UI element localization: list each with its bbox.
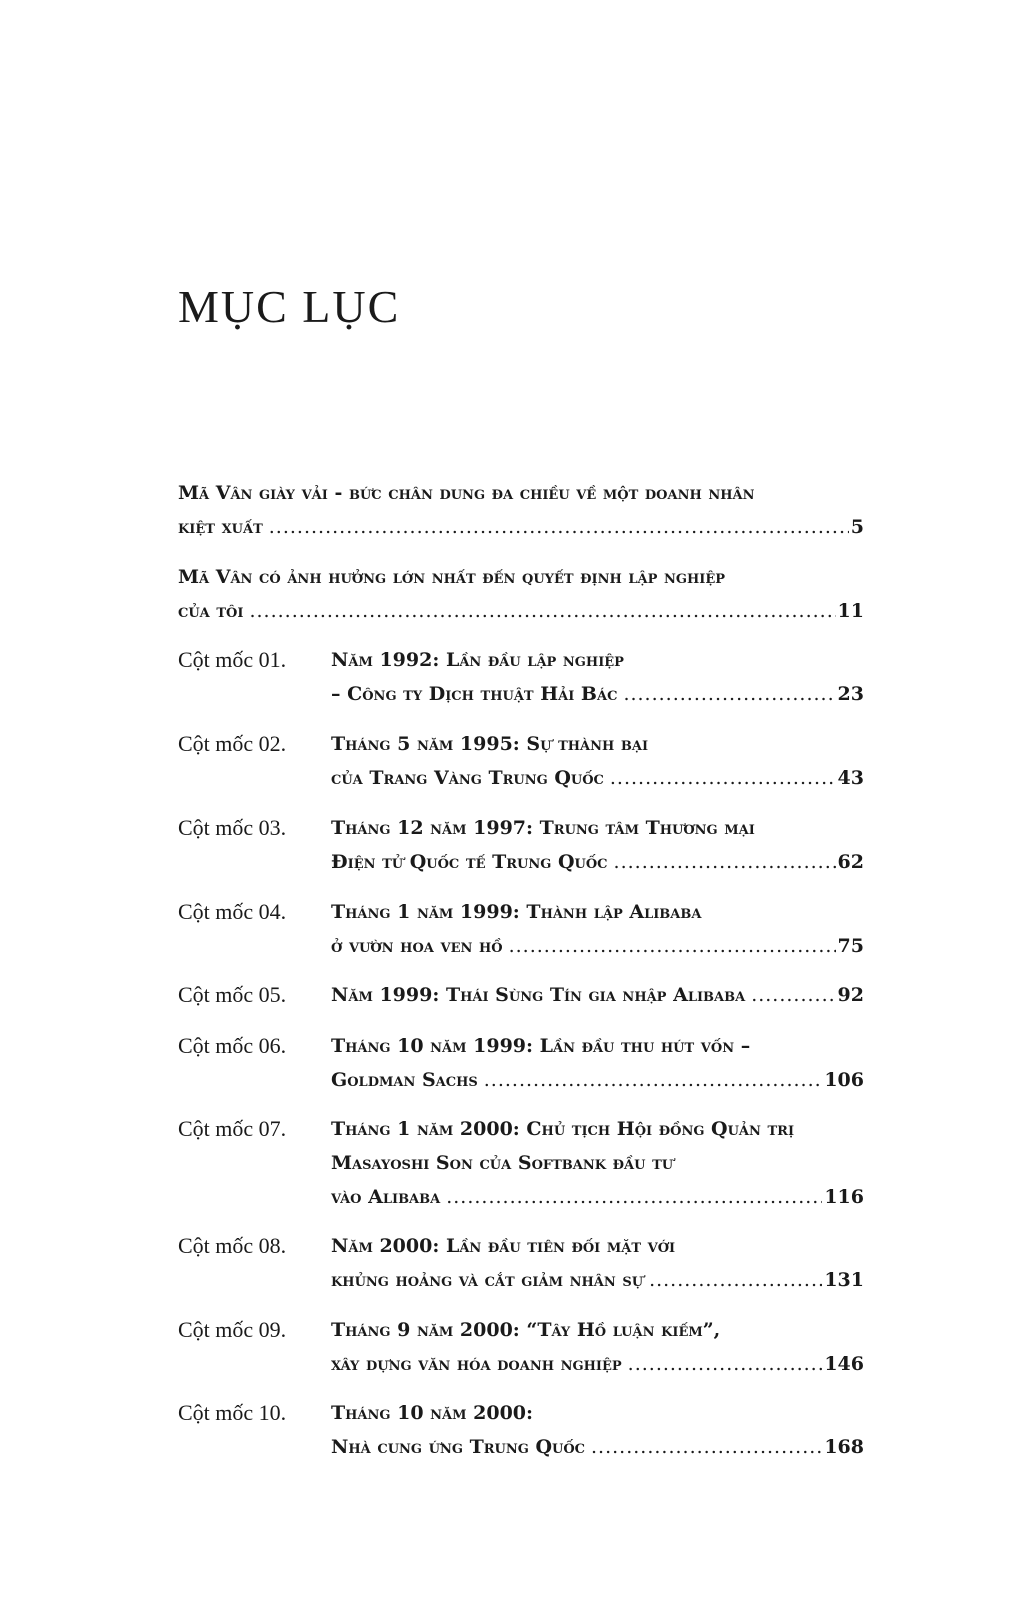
milestone-label: Cột mốc 10. xyxy=(178,1400,287,1425)
entry-title-line: Nhà cung ứng Trung Quốc xyxy=(331,1436,586,1458)
entry-title-line: Năm 2000: Lần đầu tiên đối mặt với xyxy=(331,1235,676,1257)
entry-title-line: Tháng 12 năm 1997: Trung tâm Thương mại xyxy=(331,817,755,839)
entry-title-line: Mã Vân giày vải - bức chân dung đa chiều về một doanh nhân xyxy=(178,482,755,504)
milestone-label: Cột mốc 02. xyxy=(178,731,287,756)
entry-title-line: Tháng 10 năm 1999: Lần đầu thu hút vốn – xyxy=(331,1035,751,1057)
entry-title-line: Tháng 9 năm 2000: “Tây Hồ luận kiếm”, xyxy=(331,1319,721,1341)
toc-entry[interactable] xyxy=(178,727,1017,795)
toc-entry[interactable] xyxy=(178,895,1017,963)
milestone-label: Cột mốc 03. xyxy=(178,815,287,840)
toc-entry[interactable] xyxy=(178,1229,1017,1297)
milestone-label: Cột mốc 06. xyxy=(178,1033,287,1058)
entry-title-line: Tháng 1 năm 2000: Chủ tịch Hội đồng Quản trị xyxy=(331,1118,795,1140)
milestone-label: Cột mốc 01. xyxy=(178,647,287,672)
dot-leader xyxy=(269,510,849,544)
page-number: 168 xyxy=(824,1436,864,1458)
dot-leader xyxy=(623,677,835,711)
toc-entry[interactable] xyxy=(178,811,1017,879)
milestone-label: Cột mốc 05. xyxy=(178,982,287,1007)
entry-title-line: xây dựng văn hóa doanh nghiệp xyxy=(331,1353,622,1375)
page-number: 62 xyxy=(837,851,864,873)
entry-title-line: – Công ty Dịch thuật Hải Bác xyxy=(331,683,618,705)
page-number: 116 xyxy=(824,1186,864,1208)
dot-leader xyxy=(249,594,835,628)
toc-entry[interactable] xyxy=(178,1396,1017,1464)
toc-entry[interactable] xyxy=(178,1313,1017,1381)
dot-leader xyxy=(509,929,836,963)
entry-title-line: Mã Vân có ảnh hưởng lớn nhất đến quyết định lập nghiệp xyxy=(178,566,726,588)
toc-entry[interactable] xyxy=(178,978,1017,1012)
toc-entry[interactable] xyxy=(178,476,864,544)
entry-title-line: ở vườn hoa ven hồ xyxy=(331,935,503,957)
page-number: 92 xyxy=(837,984,864,1006)
page-number: 43 xyxy=(837,767,864,789)
entry-title-line: Goldman Sachs xyxy=(331,1069,478,1091)
dot-leader xyxy=(614,845,836,879)
dot-leader xyxy=(649,1263,822,1297)
entry-title-line: vào Alibaba xyxy=(331,1186,441,1208)
page-number: 5 xyxy=(850,516,864,538)
milestone-label: Cột mốc 04. xyxy=(178,899,287,924)
page-number: 11 xyxy=(837,600,864,622)
entry-title-line: kiệt xuất xyxy=(178,516,263,538)
entry-title-line: Năm 1999: Thái Sùng Tín gia nhập Alibaba xyxy=(331,984,746,1006)
entry-title-line: Masayoshi Son của Softbank đầu tư xyxy=(331,1152,674,1174)
entry-title-line: Tháng 10 năm 2000: xyxy=(331,1402,534,1424)
entry-title-line: Năm 1992: Lần đầu lập nghiệp xyxy=(331,649,624,671)
dot-leader xyxy=(628,1347,823,1381)
toc-entry[interactable] xyxy=(178,1029,1017,1097)
entry-title-line: khủng hoảng và cắt giảm nhân sự xyxy=(331,1269,644,1291)
page-number: 131 xyxy=(824,1269,864,1291)
toc-entry[interactable] xyxy=(178,560,864,628)
milestone-label: Cột mốc 07. xyxy=(178,1116,287,1141)
dot-leader xyxy=(610,761,836,795)
dot-leader xyxy=(446,1180,822,1214)
page-number: 146 xyxy=(824,1353,864,1375)
page-number: 106 xyxy=(824,1069,864,1091)
milestone-label: Cột mốc 08. xyxy=(178,1233,287,1258)
dot-leader xyxy=(484,1063,823,1097)
toc-entry[interactable] xyxy=(178,643,1017,711)
dot-leader xyxy=(751,978,835,1012)
page-number: 75 xyxy=(837,935,864,957)
entry-title-line: Tháng 1 năm 1999: Thành lập Alibaba xyxy=(331,901,702,923)
dot-leader xyxy=(591,1430,822,1464)
milestone-label: Cột mốc 09. xyxy=(178,1317,287,1342)
page-title: MỤC LỤC xyxy=(178,281,401,332)
page-number: 23 xyxy=(837,683,864,705)
entry-title-line: Tháng 5 năm 1995: Sự thành bại xyxy=(331,733,649,755)
toc-entry[interactable] xyxy=(178,1112,1017,1214)
entry-title-line: của tôi xyxy=(178,600,244,622)
entry-title-line: Điện tử Quốc tế Trung Quốc xyxy=(331,851,608,873)
entry-title-line: của Trang Vàng Trung Quốc xyxy=(331,767,604,789)
